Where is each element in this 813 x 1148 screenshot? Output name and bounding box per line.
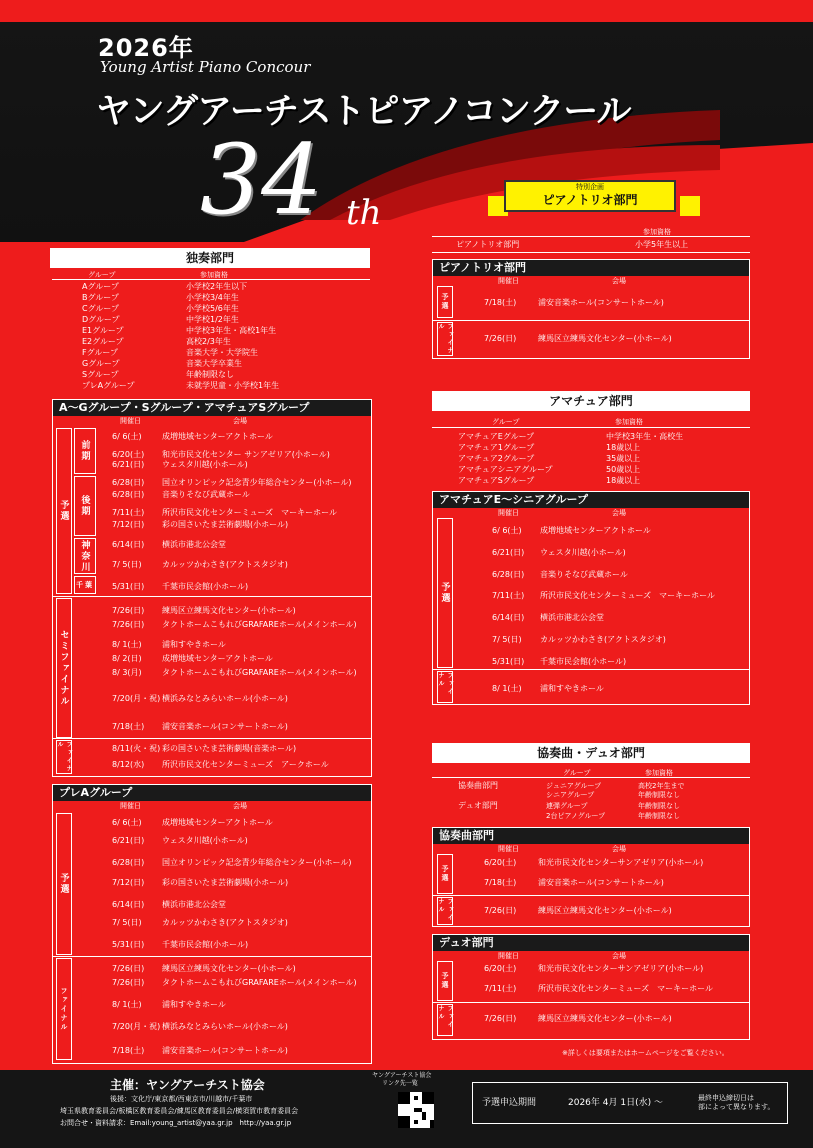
ag-zenki-label: 前期 (74, 428, 96, 474)
divider (432, 895, 750, 896)
concerto-group: ジュニアグループ (546, 782, 602, 790)
amateur-prelim-venue: 所沢市民文化センターミューズ マーキーホール (540, 591, 715, 601)
duo-col-date: 開催日 (498, 952, 519, 960)
prea-final-date: 7/18(土) (112, 1046, 145, 1055)
note-text: ※詳しくは要項またはホームページをご覧ください。 (562, 1049, 729, 1057)
trio-yosen-label: 予選 (437, 286, 453, 318)
ag-yosen-label: 予選 (56, 428, 72, 594)
prea-prelim-date: 5/31(日) (112, 940, 145, 949)
ag-prelim-date: 6/20(土) (112, 450, 145, 459)
concerto-dept: 協奏曲部門 (458, 781, 498, 790)
amateur-box-title: アマチュアE～シニアグループ (433, 492, 749, 508)
solo-group-qual: 未就学児童・小学校1年生 (186, 381, 280, 390)
ag-prelim-date: 7/11(土) (112, 508, 145, 517)
solo-group-qual: 音楽大学卒業生 (186, 359, 242, 368)
amateur-title: アマチュア部門 (432, 391, 750, 411)
concerto-qual: 年齢制限なし (638, 802, 680, 810)
solo-group-qual: 小学校2年生以下 (186, 282, 248, 291)
concerto-qual: 年齢制限なし (638, 791, 680, 799)
ribbon-right (680, 196, 700, 216)
solo-group-qual: 高校2/3年生 (186, 337, 231, 346)
amateur-group-qual: 中学校3年生・高校生 (606, 432, 684, 441)
ag-semi-date: 8/ 3(月) (112, 668, 142, 677)
divider (52, 596, 372, 597)
amateur-prelim-date: 6/21(日) (492, 547, 525, 557)
amateur-prelim-venue: 成増地域センターアクトホール (540, 526, 651, 535)
divider (432, 669, 750, 670)
prea-final-venue: 浦和すやきホール (162, 1000, 226, 1009)
trio-badge (504, 180, 676, 212)
prea-final-venue: 練馬区立練馬文化センター(小ホール) (162, 964, 296, 973)
amateur-prelim-date: 5/31(日) (492, 656, 525, 666)
concerto-date: 7/18(土) (484, 878, 517, 887)
concerto-venue: 浦安音楽ホール(コンサートホール) (538, 878, 664, 887)
solo-group-qual: 年齢制限なし (186, 370, 234, 379)
concerto-col-qual: 参加資格 (645, 769, 673, 777)
ag-prelim-venue: 千葉市民会館(小ホール) (162, 582, 249, 591)
amateur-prelim-venue: ウェスタ川越(小ホール) (540, 547, 626, 557)
ag-kouki-label: 後期 (74, 476, 96, 536)
divider (432, 1002, 750, 1003)
amateur-col-date: 開催日 (498, 509, 519, 517)
amateur-group-qual: 50歳以上 (606, 465, 641, 474)
ag-prelim-date: 7/12(日) (112, 520, 145, 529)
ag-prelim-date: 6/28(日) (112, 490, 145, 499)
ag-prelim-venue: 横浜市港北公会堂 (162, 540, 226, 549)
prea-final-date: 7/20(月・祝) (112, 1022, 161, 1031)
link-label-1: ヤングアーチスト協会 (372, 1072, 432, 1079)
prea-prelim-venue: カルッツかわさき(アクトスタジオ) (162, 918, 288, 927)
support-text: 後援：文化庁/東京都/西東京市/川越市/千葉市 (110, 1095, 253, 1103)
ag-semi-venue: 浦和すやきホール (162, 640, 226, 649)
ag-prelim-venue: 国立オリンピック記念青少年総合センター(小ホール) (162, 478, 352, 487)
host-text: 主催：ヤングアーチスト協会 (110, 1078, 265, 1092)
solo-group-qual: 小学校3/4年生 (186, 293, 239, 302)
ag-kanagawa-label: 神奈川 (74, 538, 96, 574)
script-title: Young Artist Piano Concour (100, 58, 311, 76)
ag-semi-date: 7/26(日) (112, 606, 145, 615)
duo-venue: 所沢市民文化センターミューズ マーキーホール (538, 984, 713, 993)
ag-prelim-date: 6/28(日) (112, 478, 145, 487)
trio-venue: 浦安音楽ホール(コンサートホール) (538, 298, 664, 307)
prea-prelim-venue: 千葉市民会館(小ホール) (162, 940, 249, 949)
trio-title: ピアノトリオ部門 (542, 193, 638, 207)
solo-group-name: E1グループ (82, 326, 124, 335)
solo-group-name: Bグループ (82, 293, 119, 302)
period-label: 予選申込期間 (482, 1098, 537, 1108)
solo-col-group: グループ (88, 271, 116, 279)
trio-date: 7/26(日) (484, 334, 517, 343)
trio-venue: 練馬区立練馬文化センター(小ホール) (538, 334, 672, 343)
concerto-venue: 練馬区立練馬文化センター(小ホール) (538, 906, 672, 915)
solo-group-name: Aグループ (82, 282, 119, 291)
ag-prelim-date: 6/21(日) (112, 460, 145, 469)
ag-final-label: ファイナル (56, 741, 72, 773)
amateur-prelim-date: 7/ 5(日) (492, 635, 522, 644)
duo-col-venue: 会場 (612, 952, 626, 960)
concerto-col-date: 開催日 (498, 845, 519, 853)
prea-final-date: 7/26(日) (112, 978, 145, 987)
solo-group-qual: 中学校3年生・高校1年生 (186, 326, 277, 335)
trio-box-title: ピアノトリオ部門 (433, 260, 749, 276)
ag-final-venue: 所沢市民文化センターミューズ アークホール (162, 760, 329, 769)
amateur-final-venue: 浦和すやきホール (540, 684, 604, 693)
ag-prelim-venue: ウェスタ川越(小ホール) (162, 460, 248, 469)
prea-yosen-label: 予選 (56, 813, 72, 955)
prea-prelim-venue: 成増地域センターアクトホール (162, 818, 273, 827)
ag-prelim-date: 7/ 5(日) (112, 560, 142, 569)
amateur-prelim-date: 6/28(日) (492, 569, 525, 579)
solo-group-name: Gグループ (82, 359, 120, 368)
trio-col-date: 開催日 (498, 277, 519, 285)
trio-col-qual: 参加資格 (643, 228, 671, 236)
deadline-1: 最終申込締切日は (698, 1094, 754, 1102)
prea-prelim-date: 7/12(日) (112, 878, 145, 887)
prea-final-date: 7/26(日) (112, 964, 145, 973)
concerto-box-title: 協奏曲部門 (433, 828, 749, 844)
amateur-group-name: アマチュアEグループ (458, 432, 535, 441)
ag-col-date: 開催日 (120, 417, 141, 425)
trio-final-label: ファイナル (437, 323, 453, 355)
amateur-group-qual: 18歳以上 (606, 443, 641, 452)
concerto-yosen-label: 予選 (437, 854, 453, 894)
solo-title: 独奏部門 (50, 248, 370, 268)
solo-group-qual: 音楽大学・大学院生 (186, 348, 258, 357)
solo-group-name: Cグループ (82, 304, 119, 313)
duo-box-title: デュオ部門 (433, 935, 749, 951)
amateur-final-date: 8/ 1(土) (492, 684, 522, 693)
amateur-col-venue: 会場 (612, 509, 626, 517)
prea-col-venue: 会場 (233, 802, 247, 810)
concerto-date: 7/26(日) (484, 906, 517, 915)
divider (52, 738, 372, 739)
solo-group-name: Fグループ (82, 348, 118, 357)
amateur-prelim-venue: 千葉市民会館(小ホール) (540, 656, 627, 666)
ag-prelim-date: 6/ 6(土) (112, 432, 142, 441)
amateur-group-qual: 18歳以上 (606, 476, 641, 485)
concerto-final-label: ファイナル (437, 897, 453, 925)
ag-final-venue: 彩の国さいたま芸術劇場(音楽ホール) (162, 744, 297, 753)
prea-final-venue: 浦安音楽ホール(コンサートホール) (162, 1046, 288, 1055)
amateur-group-name: アマチュア1グループ (458, 443, 535, 452)
solo-group-name: プレAグループ (82, 381, 135, 390)
amateur-group-name: アマチュアSグループ (458, 476, 535, 485)
link-label-2: リンク先一覧 (382, 1080, 418, 1087)
amateur-group-name: アマチュアシニアグループ (458, 465, 553, 474)
prea-prelim-venue: ウェスタ川越(小ホール) (162, 836, 248, 845)
ag-prelim-date: 6/14(日) (112, 540, 145, 549)
amateur-col-qual: 参加資格 (615, 418, 643, 426)
ag-semi-date: 8/ 2(日) (112, 654, 142, 663)
period-value: 2026年 4月 1日(水) ～ (568, 1098, 663, 1108)
ag-prelim-venue: 音楽りそなび武蔵ホール (162, 490, 250, 499)
amateur-yosen-label: 予選 (437, 518, 453, 668)
prea-final-venue: 横浜みなとみらいホール(小ホール) (162, 1022, 288, 1031)
prea-prelim-venue: 国立オリンピック記念青少年総合センター(小ホール) (162, 858, 352, 867)
solo-group-name: Sグループ (82, 370, 119, 379)
solo-group-qual: 中学校1/2年生 (186, 315, 239, 324)
prea-prelim-date: 6/14(日) (112, 900, 145, 909)
amateur-final-label: ファイナル (437, 671, 453, 703)
ag-prelim-venue: カルッツかわさき(アクトスタジオ) (162, 560, 288, 569)
amateur-prelim-venue: 横浜市港北公会堂 (540, 613, 604, 623)
concerto-qual: 高校2年生まで (638, 782, 685, 790)
trio-col-venue: 会場 (612, 277, 626, 285)
duo-date: 6/20(土) (484, 964, 517, 973)
concerto-group: 連弾グループ (546, 802, 588, 810)
concerto-date: 6/20(土) (484, 858, 517, 867)
trio-special: 特別企画 (576, 183, 604, 191)
prea-prelim-date: 6/ 6(土) (112, 818, 142, 827)
concerto-dept: デュオ部門 (458, 801, 498, 810)
ag-final-date: 8/11(火・祝) (112, 744, 161, 753)
ag-prelim-date: 5/31(日) (112, 582, 145, 591)
ag-semi-date: 7/20(月・祝) (112, 694, 161, 703)
ag-semi-venue: タクトホームこもれびGRAFAREホール(メインホール) (162, 668, 357, 677)
ag-col-venue: 会場 (233, 417, 247, 425)
ag-prelim-venue: 和光市民文化センター サンアゼリア(小ホール) (162, 450, 330, 459)
concerto-qual: 年齢制限なし (638, 812, 680, 820)
prea-prelim-venue: 横浜市港北公会堂 (162, 900, 226, 909)
divider (432, 320, 750, 321)
duo-date: 7/26(日) (484, 1014, 517, 1023)
ag-chiba-label: 千葉 (74, 576, 96, 594)
ag-semi-label: セミファイナル (56, 598, 72, 738)
ag-semi-venue: 浦安音楽ホール(コンサートホール) (162, 722, 288, 731)
ag-title: A～Gグループ・Sグループ・アマチュアSグループ (53, 400, 371, 416)
trio-box (432, 259, 750, 359)
prea-col-date: 開催日 (120, 802, 141, 810)
prea-prelim-date: 6/21(日) (112, 836, 145, 845)
concerto-group: シニアグループ (546, 791, 595, 799)
ag-semi-venue: タクトホームこもれびGRAFAREホール(メインホール) (162, 620, 357, 629)
ag-semi-venue: 練馬区立練馬文化センター(小ホール) (162, 606, 296, 615)
solo-col-qual: 参加資格 (200, 271, 228, 279)
ag-semi-venue: 成増地域センターアクトホール (162, 654, 273, 663)
ag-semi-date: 7/26(日) (112, 620, 145, 629)
duo-venue: 和光市民文化センターサンアゼリア(小ホール) (538, 964, 704, 973)
ag-prelim-venue: 成増地域センターアクトホール (162, 432, 273, 441)
trio-date: 7/18(土) (484, 298, 517, 307)
boards-text: 埼玉県教育委員会/板橋区教育委員会/練馬区教育委員会/横須賀市教育委員会 (60, 1107, 299, 1115)
solo-group-name: Dグループ (82, 315, 120, 324)
amateur-prelim-venue: 音楽りそなび武蔵ホール (540, 569, 628, 579)
solo-group-name: E2グループ (82, 337, 124, 346)
trio-qual: 小学5年生以上 (635, 240, 689, 249)
edition-number: 34 (200, 124, 323, 236)
qr-code-icon[interactable] (398, 1092, 434, 1128)
ag-final-date: 8/12(水) (112, 760, 145, 769)
deadline-2: 部によって異なります。 (698, 1103, 775, 1111)
ag-semi-date: 7/18(土) (112, 722, 145, 731)
prea-final-date: 8/ 1(土) (112, 1000, 142, 1009)
amateur-group-name: アマチュア2グループ (458, 454, 535, 463)
duo-yosen-label: 予選 (437, 961, 453, 1001)
amateur-prelim-venue: カルッツかわさき(アクトスタジオ) (540, 635, 666, 644)
concerto-group: 2台ピアノグループ (546, 812, 606, 820)
duo-venue: 練馬区立練馬文化センター(小ホール) (538, 1014, 672, 1023)
prea-prelim-date: 7/ 5(日) (112, 918, 142, 927)
divider (52, 956, 372, 957)
prea-final-label: ファイナル (56, 958, 72, 1060)
ag-semi-venue: 横浜みなとみらいホール(小ホール) (162, 694, 288, 703)
trio-name: ピアノトリオ部門 (456, 240, 520, 249)
ag-prelim-venue: 所沢市民文化センターミューズ マーキーホール (162, 508, 337, 517)
edition-suffix: th (346, 193, 382, 233)
contact-text[interactable]: お問合せ・資料請求：Email:young_artist@yaa.gr.jp http://yaa.gr.jp (60, 1119, 292, 1127)
year-label: 2026年 (98, 34, 194, 62)
prea-final-venue: タクトホームこもれびGRAFAREホール(メインホール) (162, 978, 357, 987)
concerto-venue: 和光市民文化センターサンアゼリア(小ホール) (538, 858, 704, 867)
prea-title: プレAグループ (53, 785, 371, 801)
duo-date: 7/11(土) (484, 984, 517, 993)
solo-group-qual: 小学校5/6年生 (186, 304, 239, 313)
amateur-prelim-date: 7/11(土) (492, 591, 525, 601)
amateur-prelim-date: 6/ 6(土) (492, 526, 522, 535)
duo-final-label: ファイナル (437, 1004, 453, 1036)
amateur-prelim-date: 6/14(日) (492, 613, 525, 623)
prea-prelim-venue: 彩の国さいたま芸術劇場(小ホール) (162, 878, 289, 887)
prea-prelim-date: 6/28(日) (112, 858, 145, 867)
concerto-col-group: グループ (563, 769, 591, 777)
ag-semi-date: 8/ 1(土) (112, 640, 142, 649)
ag-prelim-venue: 彩の国さいたま芸術劇場(小ホール) (162, 520, 289, 529)
amateur-group-qual: 35歳以上 (606, 454, 641, 463)
main-title: ヤングアーチストピアノコンクール (96, 92, 631, 132)
concerto-col-venue: 会場 (612, 845, 626, 853)
amateur-col-group: グループ (492, 418, 520, 426)
concerto-title: 協奏曲・デュオ部門 (432, 743, 750, 763)
